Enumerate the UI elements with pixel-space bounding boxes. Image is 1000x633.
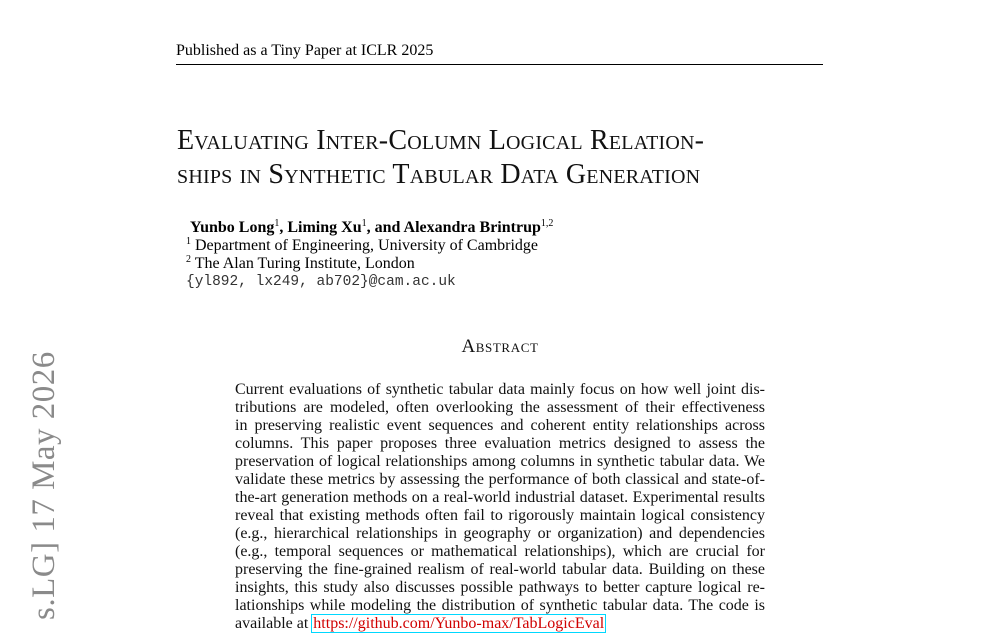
affiliation-2 — [186, 255, 786, 273]
arxiv-side-stamp: s.LG] 17 May 2026 — [26, 351, 62, 620]
running-header: Published as a Tiny Paper at ICLR 2025 — [176, 42, 823, 65]
title-line-2: ships in Synthetic Tabular Data Generation — [177, 159, 701, 190]
abstract-line: columns. This paper proposes three evaluation metrics designed to assess the — [235, 435, 765, 452]
affiliation-1-mark: 1 — [186, 236, 191, 247]
affiliation-2-text: The Alan Turing Institute, London — [194, 255, 415, 272]
abstract-line-last — [235, 615, 765, 633]
author-2: Liming Xu — [287, 219, 362, 236]
abstract-last-prefix: available at — [235, 615, 313, 632]
author-block — [186, 219, 786, 291]
abstract-line: reveal that existing methods often fail to rigorously maintain logical consistency — [235, 507, 765, 524]
author-1: Yunbo Long — [190, 219, 275, 236]
code-repository-link[interactable]: https://github.com/Yunbo-max/TabLogicEval — [313, 615, 605, 632]
title-line-1: Evaluating Inter-Column Logical Relation- — [177, 125, 705, 156]
abstract-line: tributions are modeled, often overlooking the assessment of their effectiveness — [235, 399, 765, 416]
abstract-line: preserving the fine-grained realism of real-world tabular data. Building on these — [235, 561, 765, 578]
author-emails: {yl892, lx249, ab702}@cam.ac.uk — [186, 274, 456, 290]
author-3-affil: 1,2 — [540, 218, 554, 229]
author-names: Yunbo Long$^1$, Liming Xu$^1$, and Alexandra Brintrup$^{1,2}$ — [190, 218, 554, 236]
abstract-line: the-art generation methods on a real-world industrial dataset. Experimental results — [235, 489, 765, 506]
abstract-line: preservation of logical relationships among columns in synthetic tabular data. We — [235, 453, 765, 470]
paper-title — [177, 124, 837, 192]
affiliation-1 — [186, 237, 786, 255]
abstract-line: Current evaluations of synthetic tabular data mainly focus on how well joint dis- — [235, 381, 765, 398]
abstract-line: in preserving realistic event sequences and coherent entity relationships across — [235, 417, 765, 434]
abstract-line: validate these metrics by assessing the performance of both classical and state-of- — [235, 471, 765, 488]
abstract-line: insights, this study also discusses possible pathways to better capture logical re- — [235, 579, 765, 596]
abstract-body — [235, 381, 765, 633]
abstract-heading: Abstract — [461, 336, 539, 357]
author-1-affil: 1 — [274, 218, 280, 229]
abstract-line: (e.g., hierarchical relationships in geography or organization) and dependencies — [235, 525, 765, 542]
abstract-line: lationships while modeling the distribution of synthetic tabular data. The code is — [235, 597, 765, 614]
abstract-line: (e.g., temporal sequences or mathematical relationships), which are crucial for — [235, 543, 765, 560]
affiliation-2-mark: 2 — [186, 254, 191, 265]
affiliation-1-text: Department of Engineering, University of Cambridge — [195, 237, 539, 254]
author-3: and Alexandra Brintrup — [374, 219, 541, 236]
author-2-affil: 1 — [361, 218, 367, 229]
